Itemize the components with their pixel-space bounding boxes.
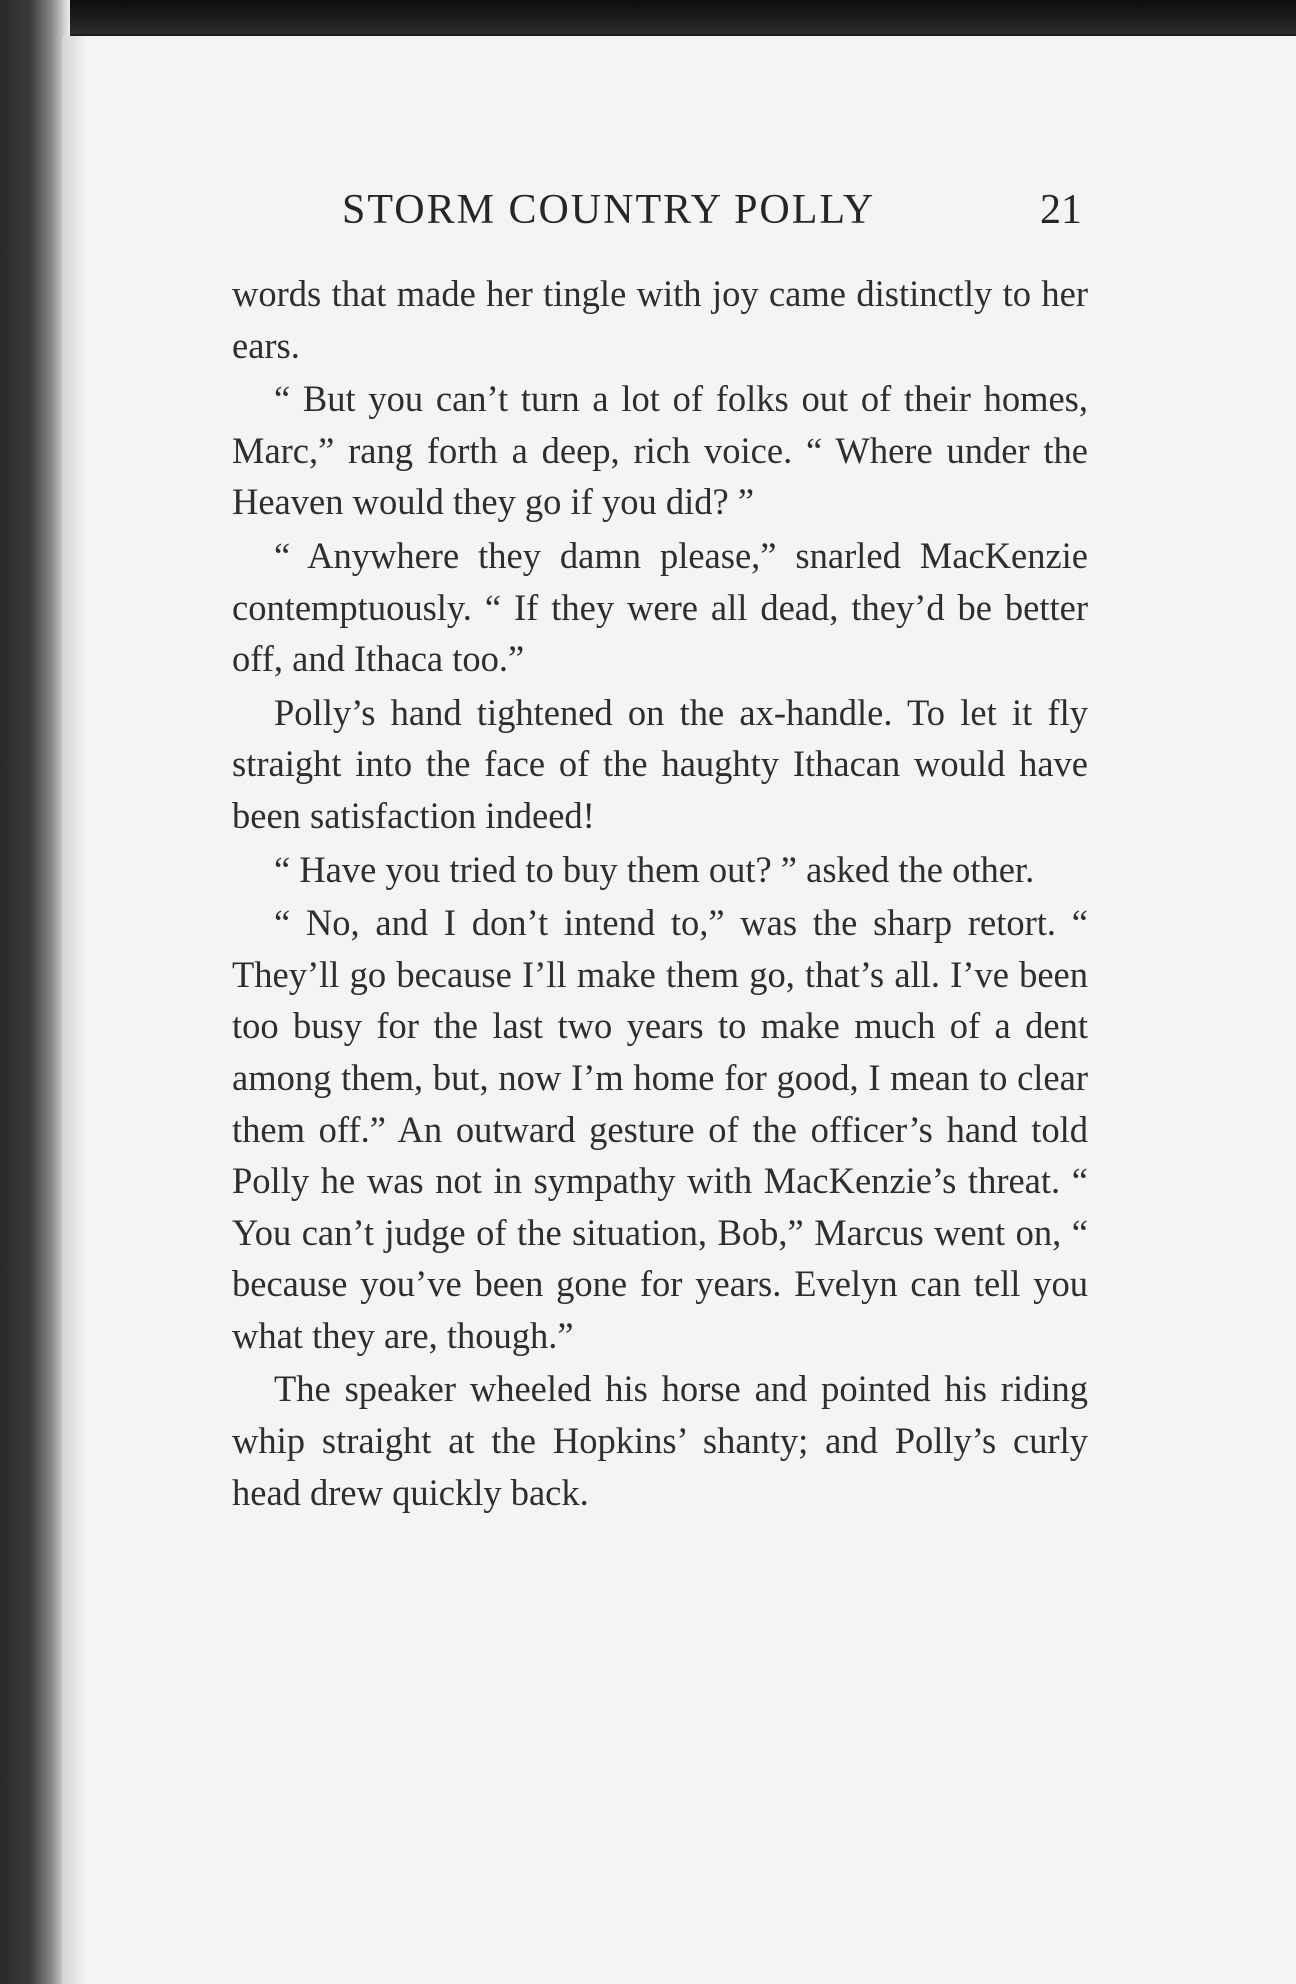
gutter-shadow (62, 36, 86, 1984)
page-number: 21 (1040, 187, 1082, 233)
paragraph: “ Anywhere they damn please,” snarled MacKenzie contemptuously. “ If they were all dead, they’d be better off, and Ithaca too.” (232, 534, 1088, 680)
paragraph: words that made her tingle with joy came distinctly to her ears. (232, 273, 1088, 366)
paragraph: “ But you can’t turn a lot of folks out of their homes, Marc,” rang forth a deep, rich voice. “ Where under the Heaven would they go if you did? ” (232, 378, 1088, 523)
body-text (232, 268, 1088, 1518)
paragraph: “ No, and I don’t intend to,” was the sharp retort. “ They’ll go because I’ll make them go, that’s all. I’ve been too busy for the last two years to make much of a dent among them, but, now I’m home for good, I mean to clear them off.” An outward gesture of the officer’s hand told Polly he was not in sympathy with MacKenzie’s threat. “ You can’t judge of the situation, Bob,” Marcus went on, “ because you’ve been gone for years. Evelyn can tell you what they are, though.” (232, 902, 1088, 1356)
scanner-top-edge (0, 0, 1296, 34)
book-binding-edge (0, 0, 70, 1984)
page-header (342, 186, 1086, 246)
paragraph: “ Have you tried to buy them out? ” asked the other. (274, 848, 1035, 890)
paragraph: Polly’s hand tightened on the ax-handle. To let it fly straight into the face of the haughty Ithacan would have been satisfaction indeed! (232, 691, 1088, 836)
paragraph: The speaker wheeled his horse and pointed his riding whip straight at the Hopkins’ shanty; and Polly’s curly head drew quickly back. (232, 1368, 1088, 1513)
running-title: STORM COUNTRY POLLY (342, 187, 876, 233)
